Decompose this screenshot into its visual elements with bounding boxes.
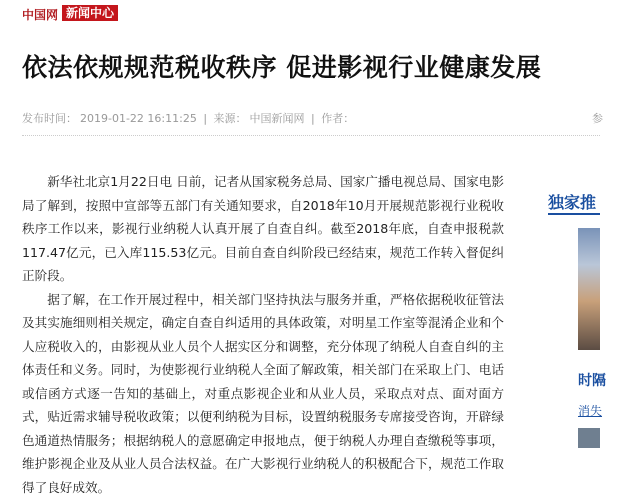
meta-separator: | (203, 112, 207, 125)
sidebar-thumbnail-2[interactable] (578, 428, 600, 448)
article-body (22, 170, 504, 499)
meta-separator: | (311, 112, 315, 125)
article-paragraph: 新华社北京1月22日电 日前，记者从国家税务总局、国家广播电视总局、国家电影局了解到，按照中宣部等五部门有关通知要求，自2018年10月开展规范影视行业税收秩序工作以来，影视行业纳税人认真开展了自查自纠。截至2018年底，自查申报税款117.47亿元，已入库115.53亿元。目前自查自纠阶段已经结束，规范工作转入督促纠正阶段。 (22, 170, 504, 288)
sidebar-subline-link[interactable]: 消失 (578, 402, 602, 419)
sidebar-thumbnail[interactable] (578, 228, 600, 350)
article-meta (22, 110, 357, 126)
author-label: 作者： (321, 112, 354, 125)
site-logo[interactable]: 中国网 (22, 6, 58, 23)
sidebar-section-title[interactable]: 独家推 (548, 190, 596, 213)
sidebar-title-underline (548, 213, 600, 215)
article-paragraph: 据了解，在工作开展过程中，相关部门坚持执法与服务并重，严格依据税收征管法及其实施细则相关规定，确定自查自纠适用的具体政策，对明星工作室等混淆企业和个人应税收入的，由影视从业人员个人据实区分和调整，充分体现了纳税人自查自纠的主体责任和义务。同时，为使影视行业纳税人全面了解政策，相关部门在采取上门、电话或信函方式逐一告知的基础上，对重点影视企业和从业人员，采取点对点、面对面方式，贴近需求辅导税收政策；以便利纳税为目标，设置纳税服务专席接受咨询，开辟绿色通道热情服务；根据纳税人的意愿确定申报地点，便于纳税人办理自查缴税等事项，维护影视企业及从业人员合法权益。在广大影视行业纳税人的积极配合下，规范工作取得了良好成效。 (22, 288, 504, 499)
sidebar-headline-link[interactable]: 时隔 (578, 370, 606, 390)
meta-divider (22, 135, 600, 136)
publish-time: 2019-01-22 16:11:25 (80, 112, 197, 125)
site-header (0, 0, 600, 30)
source-name: 中国新闻网 (250, 112, 305, 125)
publish-time-label: 发布时间： (22, 112, 77, 125)
source-label: 来源： (214, 112, 247, 125)
article-title: 依法依规规范税收秩序 促进影视行业健康发展 (22, 48, 622, 84)
channel-badge[interactable]: 新闻中心 (62, 5, 118, 21)
meta-right-text: 参 (592, 110, 603, 126)
